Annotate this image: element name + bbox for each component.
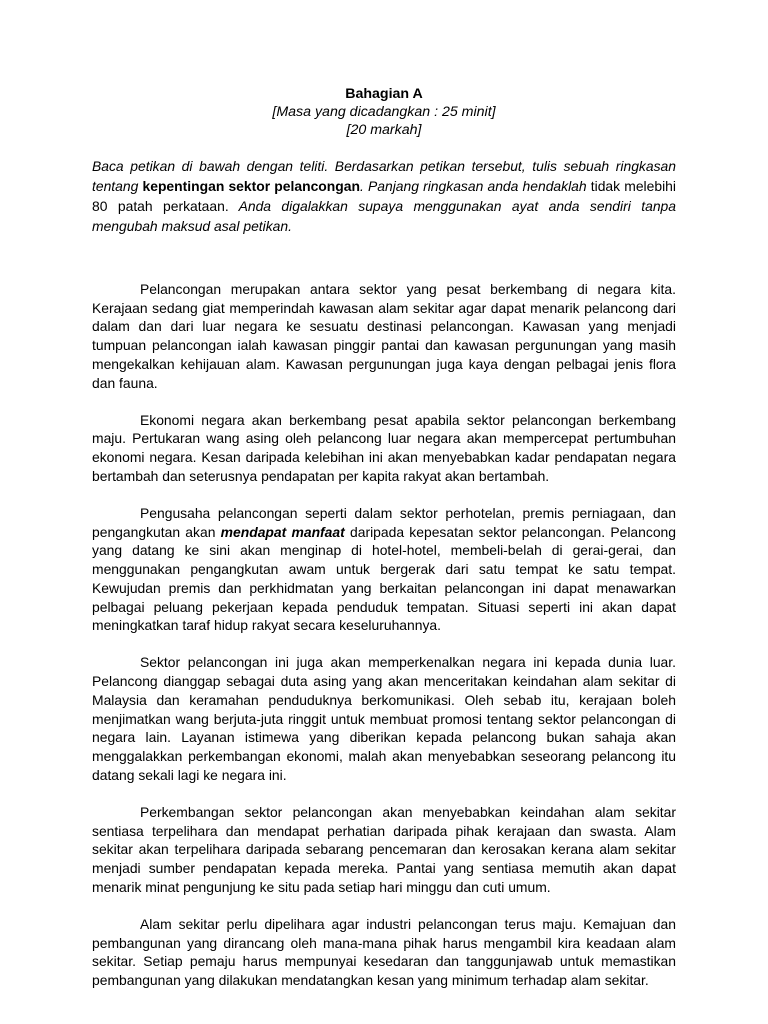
instructions-part1: Baca petikan di bawah dengan teliti. Berdasarkan petikan tersebut, tulis sebuah ringkasan tentang	[92, 158, 676, 194]
instructions-word-limit: tidak melebihi 80 patah perkataan.	[92, 178, 676, 214]
passage-paragraph-3	[92, 504, 676, 635]
paragraph-3-start: Pengusaha pelancongan seperti dalam sektor perhotelan, premis perniagaan, dan pengangkutan akan	[92, 505, 676, 540]
section-header	[92, 85, 676, 139]
time-allocation: [Masa yang dicadangkan : 25 minit]	[272, 104, 496, 120]
instructions	[92, 156, 676, 236]
marks-allocation: [20 markah]	[346, 122, 422, 138]
instructions-topic: kepentingan sektor pelancongan	[142, 178, 360, 194]
passage-paragraph-2: Ekonomi negara akan berkembang pesat apabila sektor pelancongan berkembang maju. Pertukaran wang asing oleh pelancong luar negara akan mempercepat pertumbuhan ekonomi negara. Kesan daripada kelebihan ini akan menyebabkan kadar pendapatan negara bertambah dan seterusnya pendapatan per kapita rakyat akan bertambah.	[92, 411, 676, 484]
passage	[92, 280, 676, 990]
paragraph-3-emphasis: mendapat manfaat	[220, 523, 345, 540]
section-title: Bahagian A	[345, 86, 423, 102]
passage-paragraph-6: Alam sekitar perlu dipelihara agar industri pelancongan terus maju. Kemajuan dan pembangunan yang dirancang oleh mana-mana pihak harus mengambil kira keadaan alam sekitar. Setiap pemaju harus mempunyai kesedaran dan tanggunjawab untuk memastikan pembangunan yang dilakukan mendatangkan kesan yang minimum terhadap alam sekitar.	[92, 915, 676, 988]
document-page	[92, 85, 676, 1008]
passage-paragraph-1: Pelancongan merupakan antara sektor yang pesat berkembang di negara kita. Kerajaan sedang giat memperindah kawasan alam sekitar agar dapat menarik pelancong dari dalam dan dari luar negara ke sesuatu destinasi pelancongan. Kawasan yang menjadi tumpuan pelancongan ialah kawasan pinggir pantai dan kawasan pergunungan yang masih mengekalkan kehijauan alam. Kawasan pergunungan juga kaya dengan pelbagai jenis flora dan fauna.	[92, 281, 676, 391]
passage-paragraph-4: Sektor pelancongan ini juga akan memperkenalkan negara ini kepada dunia luar. Pelancong dianggap sebagai duta asing yang akan menceritakan keindahan alam sekitar di Malaysia dan keramahan penduduknya berkomunikasi. Oleh sebab itu, kerajaan boleh menjimatkan wang berjuta-juta ringgit untuk membuat promosi tentang sektor pelancongan di negara lain. Layanan istimewa yang diberikan kepada pelancong bukan sahaja akan menggalakkan perkembangan ekonomi, malah akan menyebabkan seseorang pelancong itu datang sekali lagi ke negara ini.	[92, 654, 676, 783]
passage-paragraph-5: Perkembangan sektor pelancongan akan menyebabkan keindahan alam sekitar sentiasa terpelihara dan mendapat perhatian daripada pihak kerajaan dan swasta. Alam sekitar akan terpelihara daripada sebarang pencemaran dan kerosakan kerana alam sekitar menjadi sumber pendapatan kepada mereka. Pantai yang sentiasa memutih akan dapat menarik minat pengunjung ke situ pada setiap hari minggu dan cuti umum.	[92, 803, 676, 895]
paragraph-3-end: daripada kepesatan sektor pelancongan. Pelancong yang datang ke sini akan menginap di hotel-hotel, membeli-belah di gerai-gerai, dan menggunakan pengangkutan awam untuk bergerak dari satu tempat ke satu tempat. Kewujudan premis dan perkhidmatan yang berkaitan pelancongan ini dapat menawarkan pelbagai peluang pekerjaan kepada penduduk tempatan. Situasi seperti ini akan dapat meningkatkan taraf hidup rakyat secara keseluruhannya.	[92, 523, 676, 634]
instructions-part2: . Panjang ringkasan anda hendaklah	[359, 178, 591, 194]
instructions-part4: Anda digalakkan supaya menggunakan ayat anda sendiri tanpa mengubah maksud asal petikan.	[92, 198, 676, 234]
